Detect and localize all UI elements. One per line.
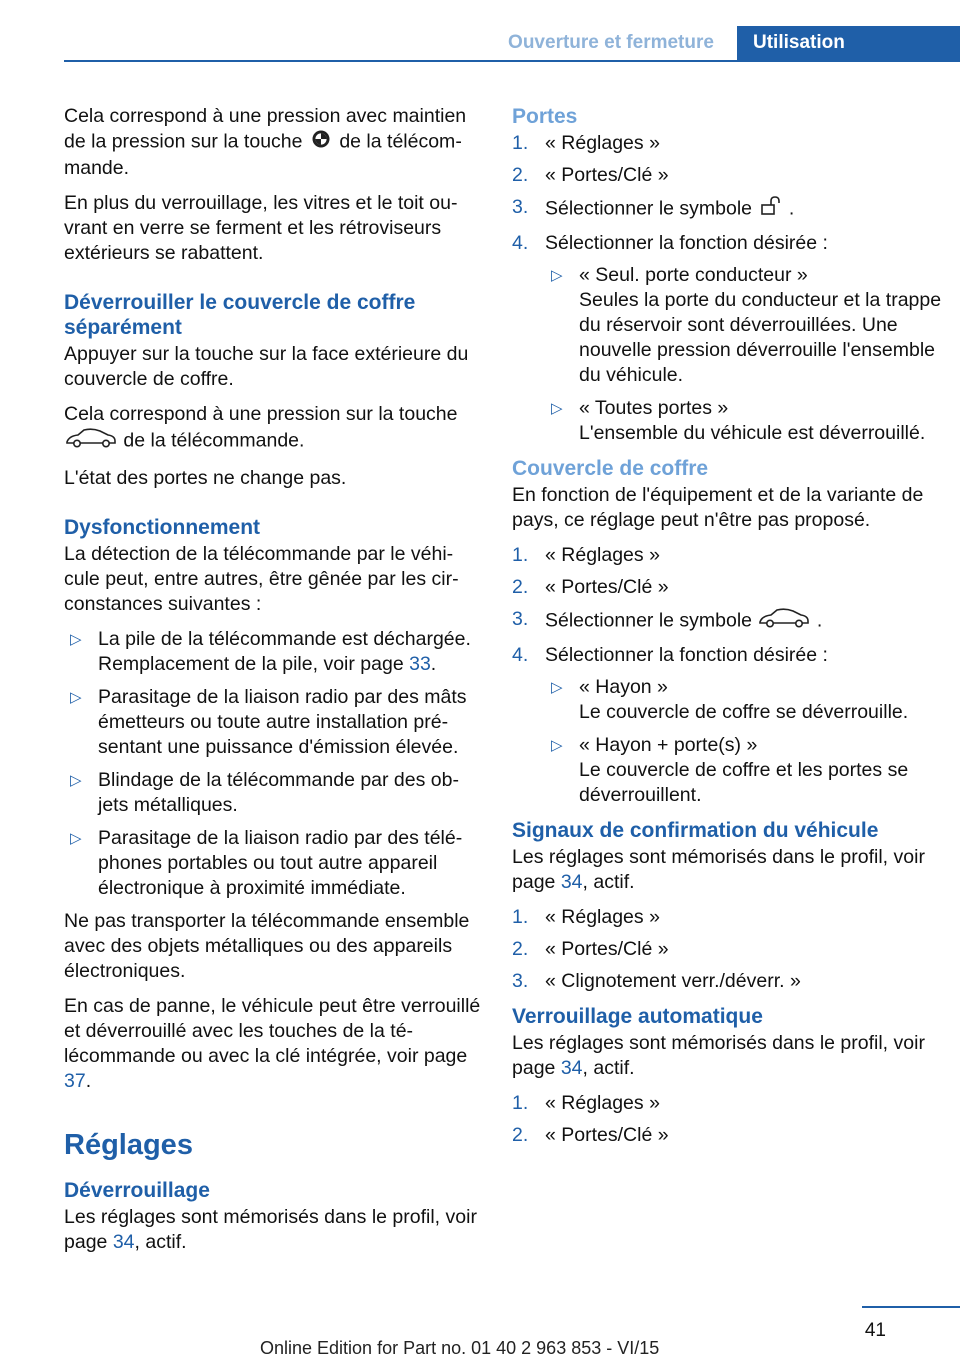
- list-item: ▷ Parasitage de la liaison radio par des mâts émetteurs ou toute autre installation présentant une puissance d'émission élevée.: [64, 685, 482, 760]
- heading-unlocking: Déverrouillage: [64, 1179, 210, 1202]
- list-item: 4. Sélectionner la fonction désirée : ▷ « Hayon » Le couvercle de coffre se déverrouille. ▷ « Hayon + porte(s) » Le couvercle de coffre et les portes se déverrouillent.: [512, 643, 942, 808]
- heading-doors: Portes: [512, 105, 578, 128]
- list-item: 1. « Réglages »: [512, 544, 660, 566]
- heading-trunk-lid: Couvercle de coffre: [512, 457, 709, 480]
- list-item: 1. « Réglages »: [512, 132, 660, 154]
- list-item: 1. « Réglages »: [512, 1092, 660, 1114]
- list-item: ▷ « Hayon » Le couvercle de coffre se déverrouille.: [545, 675, 942, 725]
- paragraph-trunk-remote: Cela correspond à une pression sur la touche de la télécommande.: [64, 402, 482, 456]
- page-link-37[interactable]: 37: [64, 1070, 86, 1092]
- paragraph-breakdown: En cas de panne, le véhicule peut être verrouillé et déverrouillé avec les touches de la télécommande ou avec la clé intégrée, voir page 37.: [64, 995, 481, 1092]
- bmw-logo-icon: [308, 129, 334, 156]
- footer-rule: [862, 1306, 960, 1308]
- list-item: 2. « Portes/Clé »: [512, 576, 669, 598]
- list-item: ▷ La pile de la télécommande est déchargée. Remplacement de la pile, voir page 33.: [64, 627, 482, 677]
- list-item: 4. Sélectionner la fonction désirée : ▷ « Seul. porte conducteur » Seules la porte du conducteur et la trappe du réservoir sont déverrouillées. Une nouvelle pression déverrouille l'ensemble du véhicule. ▷ « Toutes portes » L'ensemble du véhicule est déverrouillé.: [512, 231, 942, 446]
- list-item: ▷ « Hayon + porte(s) » Le couvercle de coffre et les portes se déverrouillent.: [545, 733, 942, 808]
- list-item: 2. « Portes/Clé »: [512, 938, 669, 960]
- paragraph-detection: La détection de la télécommande par le véhicule peut, entre autres, être gênée par les circonstances suivantes :: [64, 543, 459, 615]
- list-item: 2. « Portes/Clé »: [512, 164, 669, 186]
- paragraph-trunk-button: Appuyer sur la touche sur la face extérieure du couvercle de coffre.: [64, 343, 469, 390]
- doors-steps: [512, 131, 942, 446]
- header-section-tab: Ouverture et fermeture: [508, 32, 714, 53]
- list-item: 1. « Réglages »: [512, 906, 660, 928]
- signals-steps: [512, 905, 942, 994]
- list-item: ▷ Parasitage de la liaison radio par des téléphones portables ou tout autre appareil électronique à proximité immédiate.: [64, 826, 482, 901]
- list-item: 3. Sélectionner le symbole .: [512, 607, 942, 636]
- paragraph-profile: Les réglages sont mémorisés dans le profil, voir page 34, actif.: [64, 1206, 477, 1253]
- trunk-steps: [512, 543, 942, 808]
- option-list: [545, 263, 942, 446]
- list-item: 3. « Clignotement verr./déverr. »: [512, 970, 801, 992]
- list-item: 2. « Portes/Clé »: [512, 1124, 669, 1146]
- auto-lock-steps: [512, 1091, 942, 1148]
- paragraph-windows-close: En plus du verrouillage, les vitres et le toit ouvrant en verre se ferment et les rétroviseurs extérieurs se rabattent.: [64, 192, 458, 264]
- right-column: [512, 104, 942, 1158]
- paragraph-remote-hold: Cela correspond à une pression avec maintien de la pression sur la touche de la télécommande.: [64, 105, 467, 179]
- left-column: [64, 104, 482, 1265]
- heading-trunk-unlock: Déverrouiller le couvercle de coffre séparément: [64, 291, 416, 339]
- paragraph-metal-objects: Ne pas transporter la télécommande ensemble avec des objets métalliques ou des appareils électroniques.: [64, 910, 470, 982]
- page-number: 41: [864, 1320, 886, 1341]
- car-trunk-icon: [757, 607, 811, 636]
- page-link-33[interactable]: 33: [409, 653, 431, 675]
- page-link-34[interactable]: 34: [560, 871, 583, 893]
- heading-malfunction: Dysfonctionnement: [64, 516, 261, 539]
- heading-settings: Réglages: [64, 1129, 193, 1161]
- header-chapter-tab: Utilisation: [737, 26, 960, 62]
- heading-confirmation-signals: Signaux de confirmation du véhicule: [512, 819, 879, 842]
- unlock-icon: [757, 195, 783, 224]
- malfunction-list: [64, 627, 482, 901]
- car-trunk-icon: [64, 427, 118, 456]
- page-link-34[interactable]: 34: [112, 1231, 135, 1253]
- paragraph-signals-profile: Les réglages sont mémorisés dans le profil, voir page 34, actif.: [512, 846, 925, 893]
- paragraph-trunk-variant: En fonction de l'équipement et de la variante de pays, ce réglage peut n'être pas proposé.: [512, 484, 924, 531]
- header-rule: [64, 60, 960, 62]
- edition-footer: Online Edition for Part no. 01 40 2 963 853 - VI/15: [260, 1338, 660, 1358]
- heading-auto-lock: Verrouillage automatique: [512, 1005, 763, 1028]
- list-item: ▷ « Seul. porte conducteur » Seules la porte du conducteur et la trappe du réservoir sont déverrouillées. Une nouvelle pression déverrouille l'ensemble du véhicule.: [545, 263, 942, 388]
- paragraph-auto-profile: Les réglages sont mémorisés dans le profil, voir page 34, actif.: [512, 1032, 925, 1079]
- page-link-34[interactable]: 34: [560, 1057, 583, 1079]
- list-item: ▷ « Toutes portes » L'ensemble du véhicule est déverrouillé.: [545, 396, 942, 446]
- paragraph-door-state: L'état des portes ne change pas.: [64, 467, 347, 489]
- list-item: 3. Sélectionner le symbole .: [512, 195, 942, 224]
- option-list: [545, 675, 942, 808]
- list-item: ▷ Blindage de la télécommande par des objets métalliques.: [64, 768, 482, 818]
